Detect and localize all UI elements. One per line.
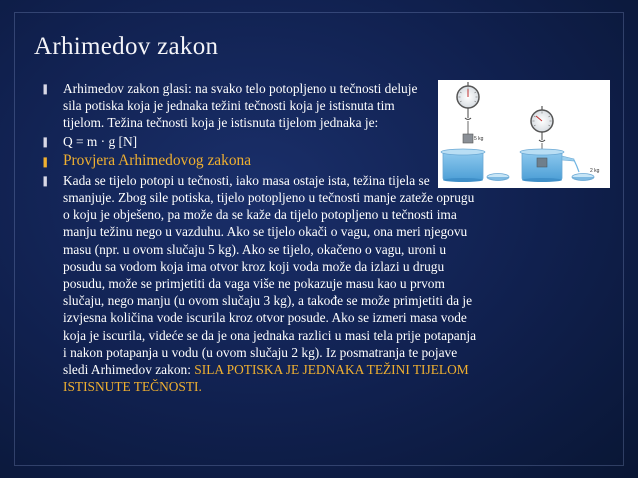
bullet-verification-heading [39, 151, 434, 170]
right-overflow-dish-icon [572, 174, 594, 181]
slide-content [39, 80, 477, 396]
experiment-drawing [438, 80, 610, 188]
right-water-container-icon [520, 149, 579, 182]
bullet-text: Arhimedov zakon glasi: na svako telo potopljeno u tečnosti deluje sila potiska koja je jednaka težini tečnosti koja je istisnuta tim tijelom. Težina tečnosti koja je istisnuta tijelom jednaka je: [63, 81, 418, 131]
bullet-square-icon: ❚ [41, 175, 50, 187]
bullet-square-icon: ❚ [41, 156, 50, 168]
bullet-law-statement [39, 80, 434, 132]
archimedes-experiment-illustration [438, 80, 610, 188]
left-spring-scale-icon [457, 82, 479, 143]
bullet-formula [39, 133, 434, 150]
bullet-square-icon: ❚ [41, 136, 50, 148]
bullet-explanation [39, 172, 481, 396]
verification-heading-text: Provjera Arhimedovog zakona [63, 151, 252, 169]
left-water-container-icon [441, 149, 485, 182]
bullet-square-icon: ❚ [41, 84, 50, 95]
right-mass-label: 2 kg [590, 168, 600, 174]
slide-title: Arhimedov zakon [34, 33, 219, 60]
formula-text: Q = m · g [N] [63, 133, 138, 149]
left-mass-label: 5 kg [474, 136, 484, 142]
left-overflow-dish-icon [487, 174, 509, 181]
explanation-text: Kada se tijelo potopi u tečnosti, iako masa ostaje ista, težina tijela se smanjuje. Zbog sile potiska, tijelo potopljeno u tečnosti manje zateže oprugu o koju je obješeno, pa može da se kaže da tijelo potopljeno u tečnosti ima manju težinu nego u vazduhu. Ako se tijelo okači o vagu, ona meri njegovu masu (npr. u ovom slučaju 5 kg). Ako se tijelo, okačeno o vagu, uroni u posudu sa vodom koja ima otvor kroz koji voda može da izlazi u drugu posudu, može se primjetiti da vaga više ne pokazuje masu kao u prvom slučaju, nego manju (u ovom slučaju 3 kg), a takođe se može primjetiti da je izvjesna količina vode iscurila kroz otvor posude. Ako se izmeri masa vode koja je iscurila, videće se da je ona jednaka razlici u masi tela prije potapanja i nakon potapanja u vodu (u ovom slučaju 2 kg). Iz posmatranja te pojave sledi Arhimedov zakon: [63, 172, 477, 378]
law-highlight-text: SILA POTISKA JE JEDNAKA TEŽINI TIJELOM ISTISNUTE TEČNOSTI. [63, 362, 469, 395]
